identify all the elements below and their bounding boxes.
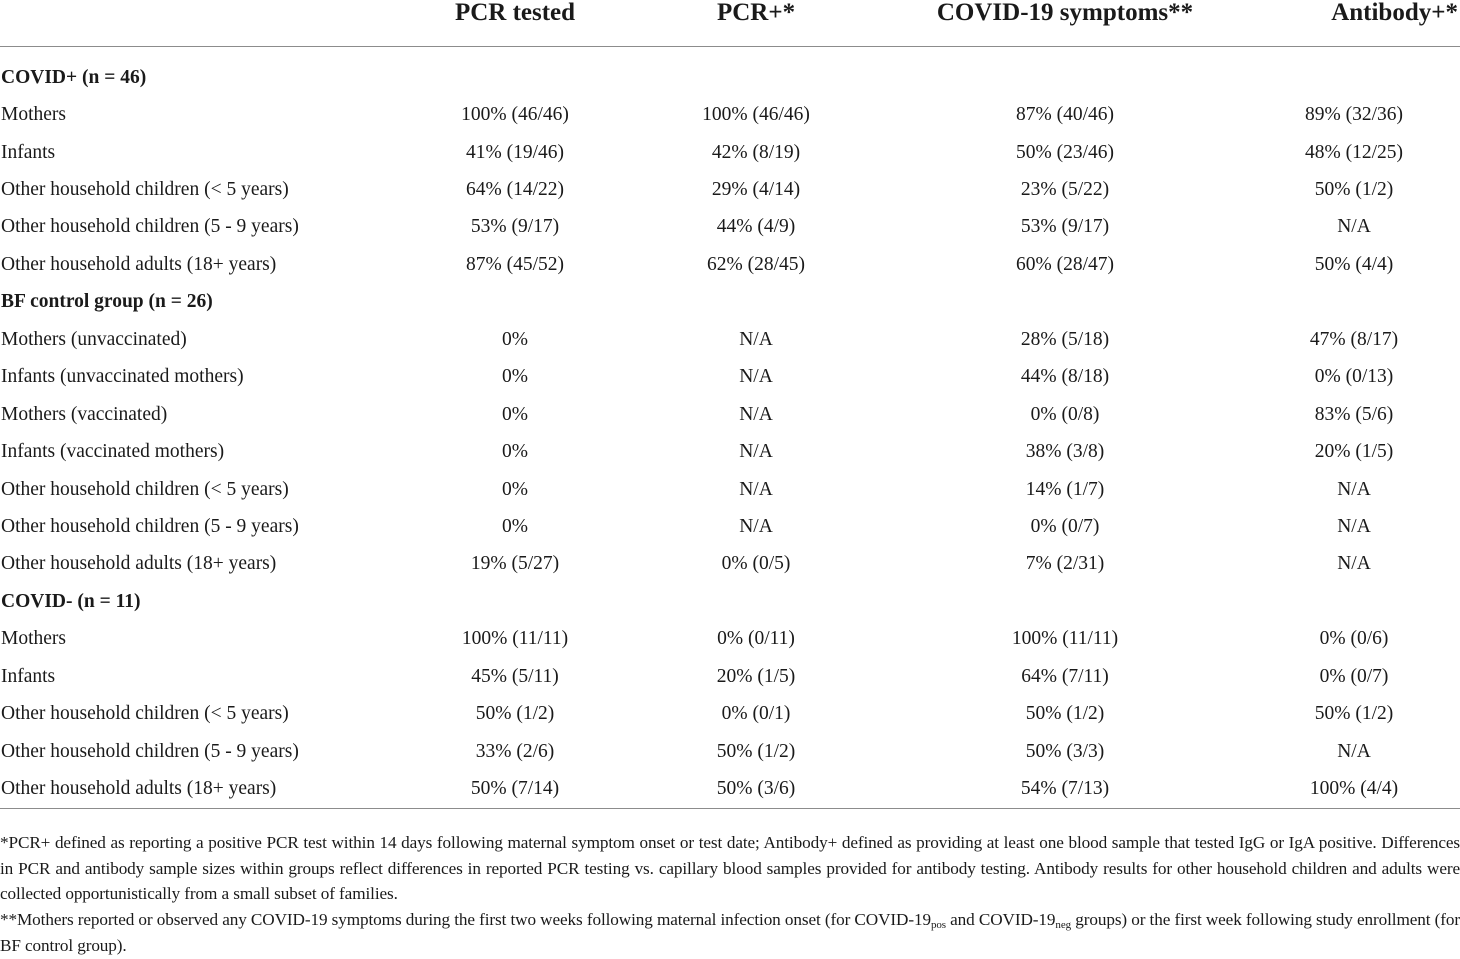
cell-antibody-positive: 50% (1/2): [1314, 179, 1394, 201]
table-row: [0, 770, 1460, 808]
cell-pcr-positive: 0% (0/5): [721, 553, 791, 575]
header-cell-symptoms: COVID-19 symptoms**: [882, 0, 1248, 47]
cell-pcr-positive: N/A: [739, 515, 773, 537]
cell-symptoms: 14% (1/7): [1025, 478, 1105, 500]
cell-symptoms: 44% (8/18): [1020, 366, 1110, 388]
table-row: [0, 134, 1460, 171]
footnote-1: *PCR+ defined as reporting a positive PCR test within 14 days following maternal symptom onset or test date; Antibody+ defined as providing at least one blood sample that tested IgG or IgA positive. Differences in PCR and antibody sample sizes within groups reflect differences in reported PCR testing vs. capillary blood samples provided for antibody testing. Antibody results for other household children and adults were collected opportunistically from a small subset of families.: [0, 833, 1460, 904]
cell-row-label: Infants: [1, 665, 56, 687]
cell-symptoms: 54% (7/13): [882, 770, 1248, 808]
cell-pcr-tested: 50% (7/14): [400, 770, 630, 808]
cell-antibody-positive: 47% (8/17): [1309, 328, 1399, 350]
header-cell-pcr-positive: PCR+*: [630, 0, 882, 47]
cell-antibody-positive: 50% (1/2): [1314, 703, 1394, 725]
cell-symptoms: 28% (5/18): [1020, 328, 1110, 350]
cell-antibody-positive: N/A: [1337, 216, 1371, 238]
cell-antibody-positive: N/A: [1337, 553, 1371, 575]
header-cell-pcr-tested: PCR tested: [400, 0, 630, 47]
cell-symptoms: 50% (23/46): [1015, 141, 1115, 163]
cell-pcr-tested: 19% (5/27): [470, 553, 560, 575]
cell-antibody-positive: 48% (12/25): [1304, 141, 1404, 163]
cell-pcr-positive: N/A: [739, 328, 773, 350]
cell-antibody-positive: 0% (0/7): [1319, 665, 1389, 687]
cell-symptoms: 0% (0/8): [1030, 403, 1100, 425]
footnote-2-part-b: and COVID-19: [945, 910, 1056, 930]
cell-pcr-positive: 42% (8/19): [711, 141, 801, 163]
table-row: [0, 471, 1460, 508]
cell-symptoms: 23% (5/22): [1020, 179, 1110, 201]
table-row: [0, 658, 1460, 695]
group-title: COVID+ (n = 46): [1, 66, 147, 88]
cell-symptoms: 64% (7/11): [1021, 665, 1109, 687]
table-body: [0, 47, 1460, 809]
cell-antibody-positive: 50% (4/4): [1314, 253, 1394, 275]
cell-symptoms: 100% (11/11): [1011, 628, 1119, 650]
cell-pcr-positive: N/A: [739, 403, 773, 425]
cell-pcr-tested: 0%: [502, 403, 528, 425]
cell-pcr-tested: 0%: [502, 328, 528, 350]
table-row: [0, 209, 1460, 246]
cell-antibody-positive: 0% (0/6): [1319, 628, 1389, 650]
cell-row-label: Mothers (unvaccinated): [1, 328, 187, 350]
cell-pcr-positive: 100% (46/46): [702, 104, 810, 126]
cell-antibody-positive: 89% (32/36): [1304, 104, 1404, 126]
group-title: COVID- (n = 11): [1, 590, 141, 612]
cell-antibody-positive: 100% (4/4): [1248, 770, 1460, 808]
table-row: [0, 246, 1460, 283]
cell-antibody-positive: 20% (1/5): [1314, 441, 1394, 463]
table-row: [0, 733, 1460, 770]
cell-symptoms: 7% (2/31): [1025, 553, 1105, 575]
cell-symptoms: 50% (1/2): [1025, 703, 1105, 725]
cell-pcr-tested: 0%: [502, 515, 528, 537]
cell-pcr-tested: 100% (11/11): [461, 628, 569, 650]
cell-row-label: Other household adults (18+ years): [0, 770, 400, 808]
cell-pcr-positive: N/A: [739, 441, 773, 463]
cell-row-label: Other household children (< 5 years): [1, 703, 289, 725]
table-row: [0, 359, 1460, 396]
cell-row-label: Mothers: [1, 628, 66, 650]
cell-antibody-positive: 0% (0/13): [1314, 366, 1394, 388]
cell-pcr-tested: 0%: [502, 366, 528, 388]
cell-symptoms: 53% (9/17): [1020, 216, 1110, 238]
group-title: BF control group (n = 26): [1, 291, 213, 313]
cell-symptoms: 87% (40/46): [1015, 104, 1115, 126]
cell-pcr-positive: 20% (1/5): [716, 665, 796, 687]
cell-pcr-positive: 0% (0/11): [717, 628, 795, 650]
footnote-2-part-c: groups) or the first week following study enrollment (for BF control group).: [0, 910, 1460, 955]
header-cell-label: [0, 0, 400, 47]
cell-pcr-positive: 50% (1/2): [716, 740, 796, 762]
group-header-row: [0, 583, 1460, 620]
cell-pcr-positive: 44% (4/9): [716, 216, 796, 238]
cell-pcr-positive: 29% (4/14): [711, 179, 801, 201]
cell-pcr-tested: 45% (5/11): [471, 665, 559, 687]
cell-antibody-positive: 83% (5/6): [1314, 403, 1394, 425]
cell-pcr-tested: 0%: [502, 441, 528, 463]
cell-pcr-tested: 53% (9/17): [470, 216, 560, 238]
cell-pcr-positive: 0% (0/1): [721, 703, 791, 725]
table-row: [0, 171, 1460, 208]
table-row: [0, 396, 1460, 433]
cell-row-label: Infants (unvaccinated mothers): [1, 366, 244, 388]
cell-row-label: Infants (vaccinated mothers): [1, 441, 225, 463]
footnote-2-sub-neg: neg: [1055, 919, 1072, 932]
cell-row-label: Other household adults (18+ years): [1, 253, 277, 275]
table-row: [0, 508, 1460, 545]
cell-pcr-tested: 64% (14/22): [465, 179, 565, 201]
cell-symptoms: 38% (3/8): [1025, 441, 1105, 463]
header-row: [0, 0, 1460, 47]
cell-pcr-positive: N/A: [739, 366, 773, 388]
cell-pcr-tested: 41% (19/46): [465, 141, 565, 163]
cell-row-label: Mothers: [1, 104, 66, 126]
header-cell-antibody-positive: Antibody+*: [1248, 0, 1460, 47]
cell-row-label: Other household adults (18+ years): [1, 553, 277, 575]
footnote-2-sub-pos: pos: [930, 919, 946, 932]
group-header-row: [0, 47, 1460, 97]
cell-row-label: Infants: [1, 141, 56, 163]
cell-pcr-tested: 50% (1/2): [475, 703, 555, 725]
cell-pcr-tested: 33% (2/6): [475, 740, 555, 762]
cell-symptoms: 60% (28/47): [1015, 253, 1115, 275]
table-row: [0, 433, 1460, 470]
table-row: [0, 546, 1460, 583]
cell-pcr-positive: 50% (3/6): [630, 770, 882, 808]
cell-antibody-positive: N/A: [1337, 740, 1371, 762]
cell-row-label: Other household children (< 5 years): [1, 478, 289, 500]
cell-row-label: Other household children (5 - 9 years): [1, 216, 299, 238]
cell-pcr-tested: 87% (45/52): [465, 253, 565, 275]
cell-antibody-positive: N/A: [1337, 515, 1371, 537]
cell-antibody-positive: N/A: [1337, 478, 1371, 500]
cell-symptoms: 50% (3/3): [1025, 740, 1105, 762]
footnotes: [0, 830, 1460, 959]
cell-pcr-positive: 62% (28/45): [706, 253, 806, 275]
cell-symptoms: 0% (0/7): [1030, 515, 1100, 537]
cell-row-label: Other household children (< 5 years): [1, 179, 289, 201]
footnote-2-part-a: **Mothers reported or observed any COVID-19 symptoms during the first two weeks following maternal infection onset (for COVID-19: [0, 910, 931, 930]
cell-row-label: Other household children (5 - 9 years): [1, 515, 299, 537]
cell-row-label: Other household children (5 - 9 years): [1, 740, 299, 762]
cell-pcr-tested: 100% (46/46): [461, 104, 569, 126]
table-row: [0, 321, 1460, 358]
footnote-2: [0, 907, 1460, 958]
table-row: [0, 695, 1460, 732]
table-row: [0, 96, 1460, 133]
cell-pcr-tested: 0%: [502, 478, 528, 500]
group-header-row: [0, 284, 1460, 321]
cell-row-label: Mothers (vaccinated): [1, 403, 168, 425]
cell-pcr-positive: N/A: [739, 478, 773, 500]
table-row: [0, 621, 1460, 658]
